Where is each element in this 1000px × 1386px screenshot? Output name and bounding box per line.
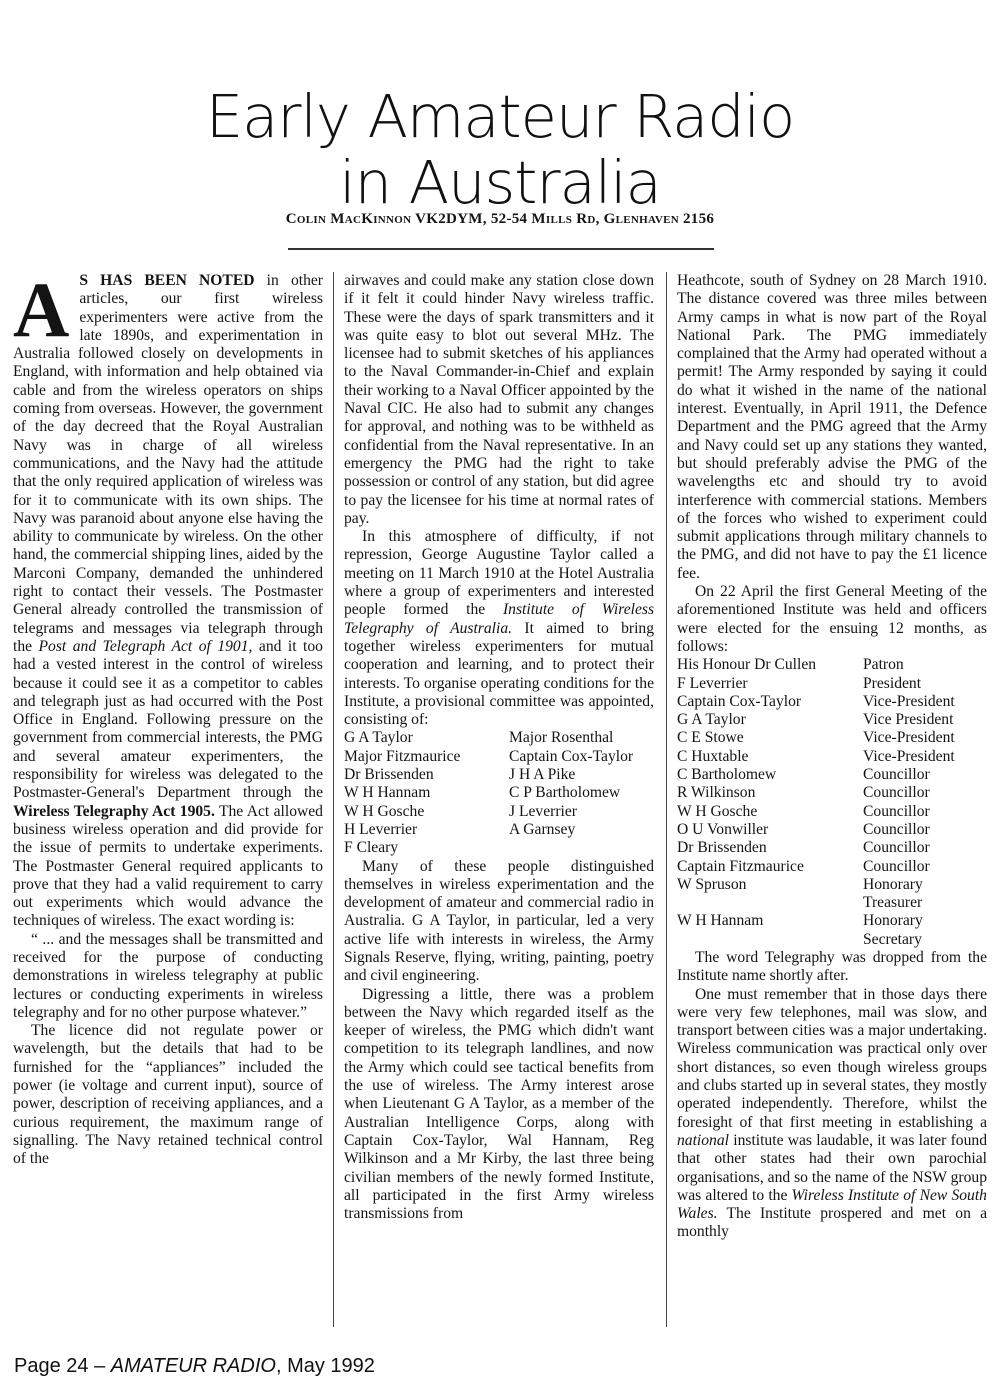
column-rule-2 [666,272,667,1327]
title-divider [288,248,714,250]
member: Major Rosenthal [509,729,614,747]
officer-name: Captain Cox-Taylor [677,692,802,710]
officer-name: W Spruson [677,875,747,893]
member: Dr Brissenden [344,766,434,784]
member: J H A Pike [509,766,576,784]
officer-name: F Leverrier [677,674,748,692]
officer-row [677,876,987,894]
committee-row [344,784,654,802]
byline: Colin MacKinnon VK2DYM, 52-54 Mills Rd, Glenhaven 2156 [285,211,715,227]
member: W H Gosche [344,802,425,820]
officer-row [677,858,987,876]
act-name: Post and Telegraph Act of 1901, [38,637,253,655]
officer-row [677,656,987,674]
article-title-line-2: in Australia [339,148,661,217]
officer-role: Vice-President [863,747,955,765]
officer-row [677,675,987,693]
emphasis: national [677,1131,729,1149]
magazine-name: AMATEUR RADIO [110,1355,276,1377]
column-rule-1 [333,272,334,1327]
officer-name: W H Gosche [677,802,758,820]
text: The Act allowed business wireless operation and did provide for the issue of permits to undertake experiments. The Postmaster General required applicants to prove that they had a valid requirement to carry out experiments which would advance the techniques of wireless. The exact wording is: [13,802,323,930]
officer-role: Vice President [863,711,954,729]
paragraph: Digressing a little, there was a problem between the Navy which regarded itself as the keeper of wireless, the PMG which didn't want competition to its telegraph landlines, and now the Army which could see tactical benefits from the use of wireless. The Army interest arose when Lieutenant G A Taylor, as a member of the Australian Intelligence Corps, along with Captain Cox-Taylor, Wal Hannam, Reg Wilkinson and a Mr Kirby, the last three being civilian members of the newly formed Institute, all participated in the first Army wireless transmissions from [344,985,654,1223]
member: H Leverrier [344,820,418,838]
text: in other articles, our first wireless experimenters were active from the late 1890s, and experimentation in Australia followed closely on developments in England, with information and help obtained via cable and from the wireless operators on ships coming from overseas. However, the government of the day decreed that the Royal Australian Navy was in charge of all wireless communications, and the Navy had the attitude that the only required application of wireless was for it to communicate with its own ships. The Navy was paranoid about anyone else having the ability to communicate by wireless. On the other hand, the commercial shipping lines, aided by the Marconi Company, demanded the unhindered right to contact their vessels. The Postmaster General already controlled the transmission of telegrams and messages via telegraph through the [13,272,323,655]
committee-row [344,839,654,857]
officer-row [677,839,987,857]
paragraph [677,986,987,1242]
officer-role: Councillor [863,802,930,820]
officer-row [677,931,987,949]
committee-row [344,729,654,747]
institute-name: Institute of Wireless Telegraphy of Australia. [344,601,655,637]
officer-row [677,729,987,747]
drop-cap: A [13,266,70,353]
officer-name [677,931,863,949]
officer-role: Councillor [863,766,930,784]
officer-name: R Wilkinson [677,784,756,802]
officers-list [677,656,987,949]
officer-role: Honorary [863,875,923,893]
text: The Institute prospered and met on a monthly [677,1205,987,1241]
paragraph: airwaves and could make any station close down if it felt it could hinder Navy wireless traffic. These were the days of spark transmitters and it was quite easy to blot out several MHz. The licensee had to submit sketches of his appliances to the Naval Commander-in-Chief and explain their working to a Naval Officer appointed by the Naval CIC. He also had to submit any changes for approval, and nothing was to be withheld as confidential from the Naval representative. In an emergency the PMG had the right to take possession or control of any station, but did agree to pay the licensee for his time at normal rates of pay. [344,272,654,527]
officer-row [677,784,987,802]
officer-role: Councillor [863,857,930,875]
committee-row [344,803,654,821]
officer-name: C Huxtable [677,747,749,765]
officer-name: C Bartholomew [677,766,777,784]
officer-row [677,821,987,839]
paragraph: On 22 April the first General Meeting of the aforementioned Institute was held and officers were elected for the ensuing 12 months, as follows: [677,583,987,655]
page-footer [14,1355,375,1378]
officer-row [677,894,987,912]
article-title-line-1: Early Amateur Radio [205,82,795,151]
officer-role: Treasurer [863,894,923,912]
officer-role: Vice-President [863,692,955,710]
quote: “ ... and the messages shall be transmitted and received for the purpose of conducting demonstrations in wireless telegraphy at public lectures or conducting experiments in wireless telegraphy and for no other purpose whatever.” [13,930,323,1021]
officer-row [677,912,987,930]
paragraph [13,266,323,931]
text: institute was laudable, it was later found that other states had their own parochial organisations, and so the name of the NSW group was altered to the [677,1131,987,1204]
paragraph: The word Telegraphy was dropped from the Institute name shortly after. [677,948,987,985]
officer-name [677,894,863,912]
paragraph: The licence did not regulate power or wavelength, but the details that had to be furnished for the “appliances” included the power (ie voltage and current input), source of power, description of receiving appliances, and a curious requirement, the maximum range of signalling. The Navy retained technical control of the [13,1022,323,1168]
paragraph: Many of these people distinguished themselves in wireless experimentation and the development of amateur and commercial radio in Australia. G A Taylor, in particular, led a very active life with interests in wireless, the Army Signals Reserve, flying, writing, painting, poetry and civil engineering. [344,857,654,985]
officer-role: Councillor [863,820,930,838]
officer-name: His Honour Dr Cullen [677,656,817,674]
officer-role: Patron [863,656,904,674]
issue-date: , May 1992 [275,1355,375,1377]
officer-row [677,693,987,711]
member: W H Hannam [344,784,431,802]
member: C P Bartholomew [509,784,621,802]
page-number: Page 24 – [14,1355,111,1377]
officer-role: Secretary [863,930,922,948]
text: It aimed to bring together wireless experimenters for mutual cooperation and learning, and to protect their interests. To organise operating conditions for the Institute, a provisional committee was appointed, consisting of: [344,619,655,729]
officer-row [677,711,987,729]
text: In this atmosphere of difficulty, if not repression, George Augustine Taylor called a meeting on 11 March 1910 at the Hotel Australia where a group of experimenters and interested people formed the [344,528,654,619]
officer-role: Councillor [863,839,930,857]
lead-in: S HAS BEEN NOTED [79,272,255,289]
member: Captain Cox-Taylor [509,747,634,765]
officer-role: President [863,674,922,692]
committee-list [344,729,654,857]
paragraph [344,528,654,729]
officer-name: W H Hannam [677,912,764,930]
officer-role: Vice-President [863,729,955,747]
committee-row [344,748,654,766]
act-name: Wireless Telegraphy Act 1905. [13,802,215,820]
column-3 [677,272,987,1242]
officer-row [677,803,987,821]
member: G A Taylor [344,729,413,747]
officer-name: O U Vonwiller [677,820,769,838]
committee-row [344,766,654,784]
committee-row [344,821,654,839]
officer-name: Captain Fitzmaurice [677,857,804,875]
officer-role: Councillor [863,784,930,802]
column-1 [13,266,323,1169]
member: F Cleary [344,839,399,857]
member: Major Fitzmaurice [344,747,461,765]
officer-name: G A Taylor [677,711,746,729]
member: A Garnsey [509,820,576,838]
member: J Leverrier [509,802,577,820]
officer-row [677,748,987,766]
member [509,839,654,857]
officer-role: Honorary [863,912,923,930]
text: One must remember that in those days there were very few telephones, mail was slow, and transport between cities was a major undertaking. Wireless communication was practical only over short distances, so even though wireless groups and clubs started up in several states, they mostly operated independently. Therefore, whilst the foresight of that first meeting in establishing a [677,985,987,1131]
officer-row [677,766,987,784]
column-2 [344,272,654,1223]
paragraph: Heathcote, south of Sydney on 28 March 1910. The distance covered was three miles between Army camps in what is now part of the Royal National Park. The PMG immediately complained that the Army had operated without a permit! The Army responded by saying it could do what it wished in the name of the national interest. Eventually, in April 1911, the Defence Department and the PMG agreed that the Army and Navy could set up any stations they wanted, but should preferably advise the PMG of the wavelengths etc and should try to avoid interference with commercial stations. Members of the forces who wished to experiment could submit applications through military channels to the PMG, and did not have to pay the £1 licence fee. [677,272,987,582]
text: and it too had a vested interest in the control of wireless because it could see it as a competitor to cables and telegraph just as had occurred with the Post Office in England. Following pressure on the government from commercial interests, the PMG and several amateur experimenters, the responsibility for wireless was delegated to the Postmaster-General's Department through the [13,637,323,802]
officer-name: Dr Brissenden [677,839,767,857]
officer-name: C E Stowe [677,729,744,747]
institute-name: Wireless Institute of New South Wales. [677,1186,987,1223]
